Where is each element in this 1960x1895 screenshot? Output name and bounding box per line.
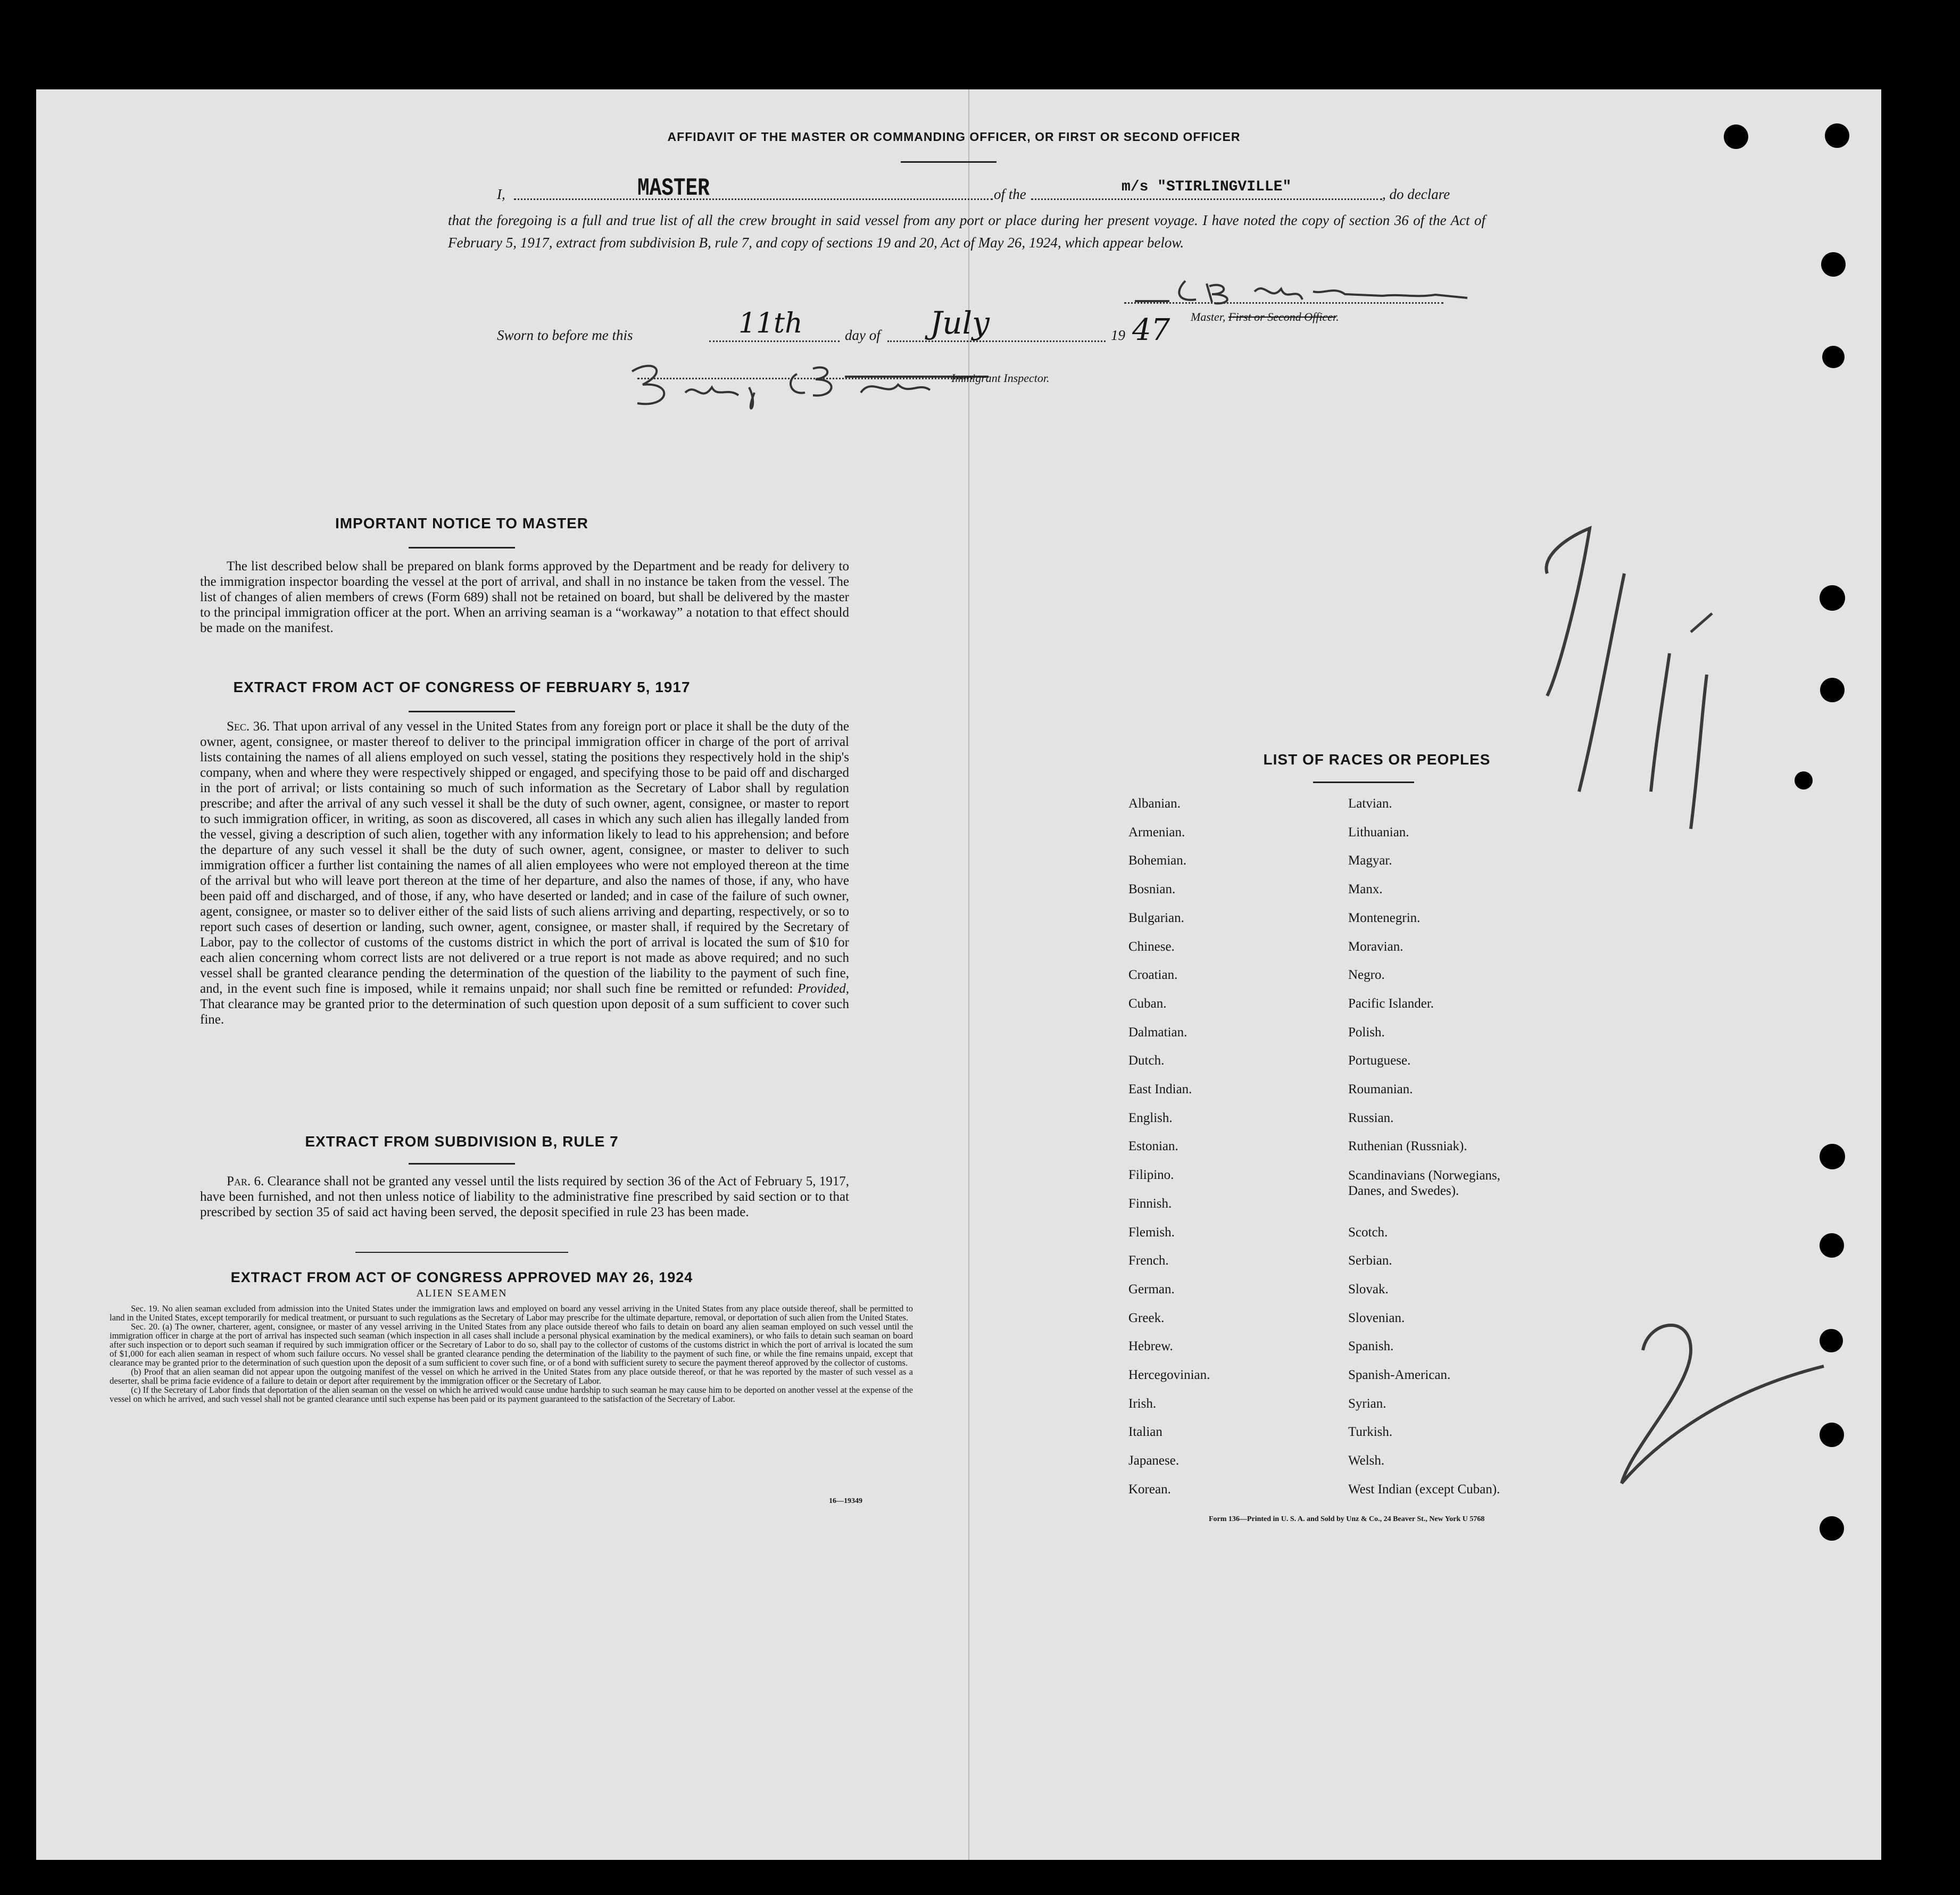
punch-hole	[1820, 585, 1845, 611]
do-declare-label: , do declare	[1382, 186, 1450, 202]
race-item: English.	[1128, 1110, 1173, 1125]
pencil-mark-7-11	[1531, 515, 1771, 887]
race-item: Montenegrin.	[1348, 910, 1421, 925]
form-number: 16—19349	[829, 1497, 862, 1505]
race-item: Korean.	[1128, 1482, 1171, 1497]
sec-36-label: Sec. 36.	[227, 719, 270, 734]
race-item: Scandinavians (Norwegians, Danes, and Swedes).	[1348, 1168, 1501, 1199]
race-item: Italian	[1128, 1425, 1162, 1440]
rule-7-end-rule	[355, 1252, 568, 1253]
race-item: Estonian.	[1128, 1139, 1178, 1154]
day-line	[709, 340, 840, 342]
race-item: Turkish.	[1348, 1425, 1393, 1440]
notice-title: IMPORTANT NOTICE TO MASTER	[335, 515, 589, 531]
race-item: French.	[1128, 1253, 1169, 1268]
sec-36-body: That upon arrival of any vessel in the United States from any foreign port or place it shall be the duty of the owner, agent, consignee, or master thereof to deliver to the principal immigration officer in charge of the port of arrival lists containing the names of all aliens employed on such vessel, stating the positions they respectively hold in the ship's company, when and where they were respectively shipped or engaged, and specifying those to be paid off and discharged in the port of arrival; or lists containing so much of such information as the Secretary of Labor shall by regulation prescribe; and after the arrival of any such vessel it shall be the duty of such owner, agent, consignee, or master to report to such immigration officer, in writing, as soon as discovered, all cases in which any such alien has illegally landed from the vessel, giving a description of such alien, together with any information likely to lead to his apprehension; and before the departure of any such vessel it shall be the duty of such owner, agent, consignee, or master to deliver to such immigration officer a further list containing the names of all alien employees who were not employed thereon at the time of the arrival but who will leave port thereon at the time of her departure, and also the names of those, if any, who have been paid off and discharged, and of those, if any, who have deserted or landed; and in case of the failure of such owner, agent, consignee, or master so to deliver either of the said lists of such aliens arriving and departing, respectively, or so to report such cases of desertion or landing, such owner, agent, consignee, or master shall, if required by the Secretary of Labor, pay to the collector of customs of the customs district in which the port of arrival is located the sum of $10 for each alien concerning whom correct lists are not delivered or a true report is not made as above required; and no such vessel shall be granted clearance pending the determination of the question of the liability to the payment of such fine, and, in the event such fine is imposed, while it remains unpaid; nor shall such fine be remitted or refunded:	[200, 719, 849, 996]
act-1917-title: EXTRACT FROM ACT OF CONGRESS OF FEBRUARY 5, 1917	[233, 679, 691, 695]
race-item: Syrian.	[1348, 1396, 1386, 1411]
master-sig-text: Master, First or Second Officer.	[1191, 310, 1339, 323]
proviso-label: Provided,	[798, 982, 849, 996]
punch-hole	[1820, 1423, 1844, 1447]
race-item: West Indian (except Cuban).	[1348, 1482, 1500, 1497]
race-item: Bosnian.	[1128, 882, 1176, 897]
month-value: July	[930, 305, 990, 341]
race-item: Moravian.	[1348, 939, 1403, 954]
race-item: Serbian.	[1348, 1253, 1392, 1268]
sec-20a-text: Sec. 20. (a) The owner, charterer, agent, consignee, or master of any vessel arriving in the United States from any place outside thereof who fails to detain on board any alien seaman employed on such vessel until the immigration officer in charge at the port of arrival has inspected such seaman (which inspection in all cases shall include a personal physical examination by the medical examiners), or who fails to detain such seaman on board after such inspection or to deport such seaman if required by such immigration officer or the Secretary of Labor to do so, shall pay to the collector of customs of the customs district in which the port of arrival is located the sum of $1,000 for each alien seaman in respect of whom such failure occurs. No vessel shall be granted clearance pending the determination of the liability to the payment of such fine, or while the fine remains unpaid, except that clearance may be granted prior to the determination of such question upon the deposit of a sum sufficient to cover such fine, or of a bond with sufficient surety to secure the payment thereof approved by the collector of customs.	[110, 1321, 913, 1368]
race-item: Slovenian.	[1348, 1310, 1405, 1325]
notice-text: The list described below shall be prepared on blank forms approved by the Department and be ready for delivery to the immigration inspector boarding the vessel at the port of arrival, and shall in no instance be taken from the vessel. The list of changes of alien members of crews (Form 689) shall not be retained on board, but shall be delivered by the master to the principal immigration officer at the port. When an arriving seaman is a “workaway” a notation to that effect should be made on the manifest.	[200, 559, 849, 635]
rule-7-rule	[409, 1163, 515, 1165]
notice-rule	[409, 547, 515, 548]
master-signature	[1127, 270, 1473, 313]
rule-7-text	[200, 1174, 849, 1220]
rule-7-title: EXTRACT FROM SUBDIVISION B, RULE 7	[305, 1133, 619, 1150]
year-value: 47	[1132, 313, 1170, 347]
race-item: Finnish.	[1128, 1196, 1172, 1211]
race-item: German.	[1128, 1282, 1175, 1296]
pencil-annotation-values	[36, 89, 37, 90]
race-item: Latvian.	[1348, 796, 1392, 811]
punch-hole	[1822, 346, 1845, 368]
race-item: Greek.	[1128, 1310, 1165, 1325]
race-item: Scotch.	[1348, 1225, 1388, 1240]
race-item: Armenian.	[1128, 825, 1185, 840]
race-item: Flemish.	[1128, 1225, 1175, 1240]
i-label: I,	[497, 186, 505, 202]
officer-value: MASTER	[637, 174, 710, 202]
act-1917-text	[200, 719, 849, 1027]
printer-footer: Form 136—Printed in U. S. A. and Sold by Unz & Co., 24 Beaver St., New York U 5768	[1209, 1515, 1485, 1523]
affidavit-form	[36, 89, 1881, 1860]
race-item: Bohemian.	[1128, 853, 1187, 868]
race-item: Hebrew.	[1128, 1339, 1173, 1354]
race-item: Spanish.	[1348, 1339, 1394, 1354]
race-item: Irish.	[1128, 1396, 1157, 1411]
race-item: Welsh.	[1348, 1453, 1385, 1468]
sec-20c-text: (c) If the Secretary of Labor finds that deportation of the alien seaman on the vessel on which he arrived would cause undue hardship to such seaman he may cause him to be deported on another vessel at the expense of the vessel on which he arrived, and such vessel shall not be granted clearance until such expense has been paid or its payment guaranteed to the satisfaction of the Secretary of Labor.	[110, 1385, 913, 1404]
sec-20b-text: (b) Proof that an alien seaman did not appear upon the outgoing manifest of the vessel on which he arrived in the United States from any place outside thereof, or that he was reported by the master of such vessel as a deserter, shall be prima facie evidence of a failure to detain or deport after requirement by the immigration officer or the Secretary of Labor.	[110, 1367, 913, 1386]
punch-hole	[1820, 1144, 1845, 1169]
punch-hole	[1820, 1329, 1843, 1352]
punch-hole	[1724, 124, 1748, 149]
punch-hole	[1820, 678, 1845, 702]
act-1924-text	[110, 1304, 913, 1403]
vessel-value: m/s "STIRLINGVILLE"	[1122, 179, 1292, 195]
day-value: 11th	[738, 307, 803, 339]
race-item: Albanian.	[1128, 796, 1181, 811]
race-item: Croatian.	[1128, 968, 1178, 983]
par-6-label: Par. 6.	[227, 1174, 264, 1188]
race-item: Dalmatian.	[1128, 1025, 1187, 1040]
races-rule	[1313, 782, 1414, 783]
day-of-label: day of	[845, 327, 881, 343]
year-prefix: 19	[1111, 327, 1125, 343]
race-item: Spanish-American.	[1348, 1368, 1451, 1382]
struck-officer-text: First or Second Officer	[1228, 310, 1336, 323]
pencil-number-2	[1611, 1308, 1840, 1510]
inspector-signature	[621, 355, 1004, 419]
par-6-body: Clearance shall not be granted any vessel until the lists required by section 36 of the Act of February 5, 1917, have been furnished, and not then unless notice of liability to the administrative fine prescribed by said section or to that prescribed by section 35 of said act having been served, the deposit specified in rule 23 has been made.	[200, 1174, 849, 1219]
race-item: Japanese.	[1128, 1453, 1180, 1468]
officer-line	[514, 198, 993, 200]
punch-hole	[1821, 252, 1846, 277]
title-rule	[901, 161, 996, 163]
races-title: LIST OF RACES OR PEOPLES	[1263, 751, 1491, 768]
race-item: Dutch.	[1128, 1053, 1165, 1068]
act-1924-subtitle: ALIEN SEAMEN	[416, 1287, 508, 1299]
race-item: East Indian.	[1128, 1082, 1192, 1096]
act-1917-rule	[409, 711, 515, 712]
race-item: Chinese.	[1128, 939, 1175, 954]
race-item: Pacific Islander.	[1348, 996, 1434, 1011]
race-item: Portuguese.	[1348, 1053, 1411, 1068]
punch-hole	[1820, 1516, 1844, 1541]
month-line	[887, 340, 1106, 342]
punch-hole	[1820, 1233, 1844, 1258]
race-item: Cuban.	[1128, 996, 1167, 1011]
race-item: Hercegovinian.	[1128, 1368, 1210, 1382]
affidavit-title: AFFIDAVIT OF THE MASTER OR COMMANDING OFFICER, OR FIRST OR SECOND OFFICER	[667, 130, 1241, 144]
punch-hole	[1825, 123, 1849, 148]
punch-hole	[1795, 771, 1813, 789]
race-item: Roumanian.	[1348, 1082, 1413, 1096]
race-item: Bulgarian.	[1128, 910, 1184, 925]
sworn-label: Sworn to before me this	[497, 327, 633, 343]
inspector-sig-line	[637, 378, 973, 379]
pencil-mark-text	[36, 89, 37, 90]
sec-19-text: Sec. 19. No alien seaman excluded from admission into the United States under the immigration laws and employed on board any vessel arriving in the United States from any place outside thereof, shall be permitted to land in the United States, except temporarily for medical treatment, or pursuant to such regulations as the Secretary of Labor may prescribe for the ultimate departure, removal, or deportation of such alien from the United States.	[110, 1303, 913, 1323]
inspector-role: Immigrant Inspector.	[951, 371, 1050, 385]
race-item: Polish.	[1348, 1025, 1385, 1040]
vessel-line	[1031, 198, 1382, 200]
race-item: Russian.	[1348, 1110, 1394, 1125]
race-item: Lithuanian.	[1348, 825, 1409, 840]
master-role: Master,	[1191, 310, 1226, 323]
of-the-label: of the	[994, 186, 1026, 202]
race-item: Magyar.	[1348, 853, 1392, 868]
race-item: Slovak.	[1348, 1282, 1389, 1296]
race-item: Ruthenian (Russniak).	[1348, 1139, 1467, 1154]
race-item: Negro.	[1348, 968, 1385, 983]
declaration-text: that the foregoing is a full and true list of all the crew brought in said vessel from any port or place during her present voyage. I have noted the copy of section 36 of the Act of February 5, 1917, extract from subdivision B, rule 7, and copy of sections 19 and 20, Act of May 26, 1924, which appear below.	[448, 212, 1485, 251]
proviso-text: That clearance may be granted prior to the determination of such question upon deposit of a sum sufficient to cover such fine.	[200, 997, 849, 1027]
race-item: Manx.	[1348, 882, 1383, 897]
race-item: Filipino.	[1128, 1168, 1174, 1183]
act-1924-title: EXTRACT FROM ACT OF CONGRESS APPROVED MAY 26, 1924	[230, 1269, 693, 1285]
